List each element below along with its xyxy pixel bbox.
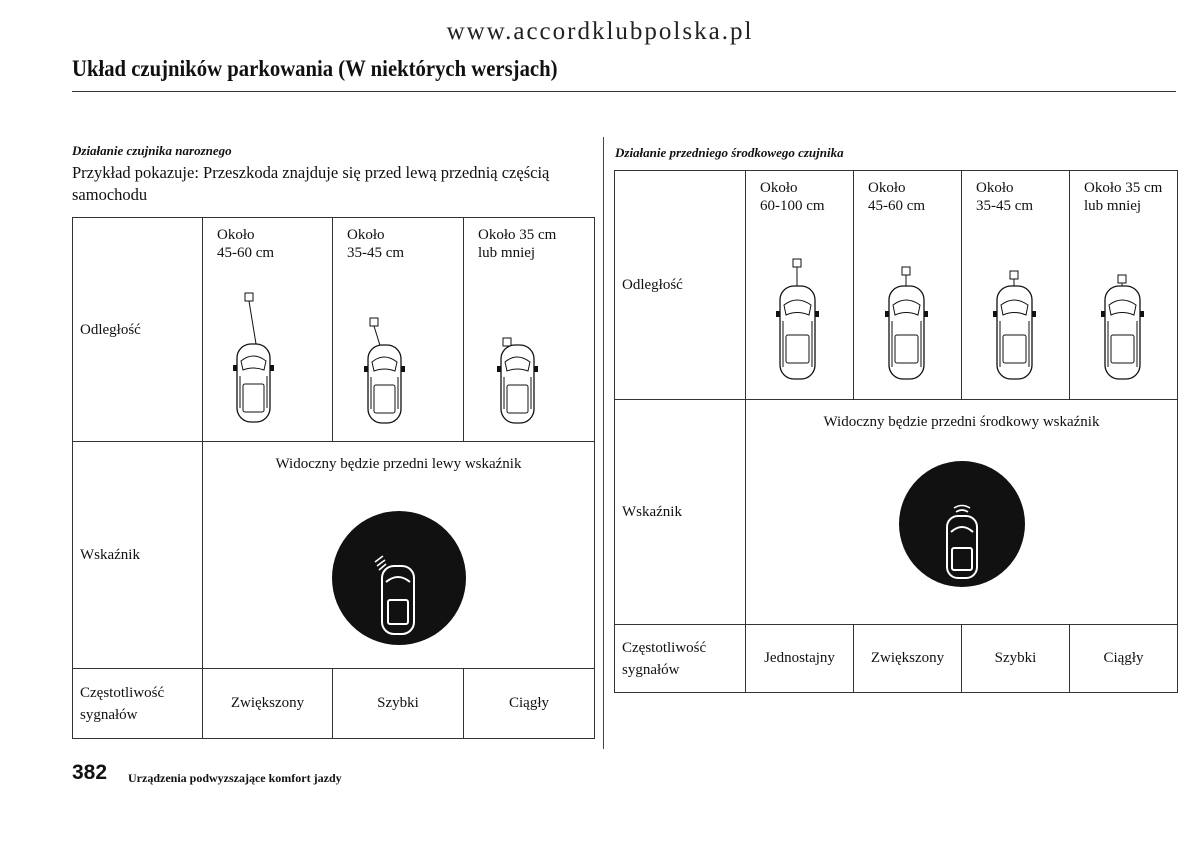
row-label-frequency: Częstotliwość sygnałów: [615, 625, 746, 693]
distance-line2: lub mniej: [1084, 198, 1142, 214]
frequency-cell: Szybki: [333, 669, 464, 739]
indicator-cell: [203, 442, 595, 669]
column-divider: [603, 137, 604, 749]
row-label-distance: Odległość: [615, 171, 746, 400]
title-rule: [72, 91, 1176, 92]
distance-line2: lub mniej: [478, 245, 536, 261]
distance-line2: 35-45 cm: [976, 198, 1034, 214]
center-sensor-heading: Działanie przedniego środkowego czujnika: [615, 145, 844, 160]
front-center-indicator-icon: [898, 460, 1026, 588]
distance-line2: 45-60 cm: [868, 198, 926, 214]
frequency-cell: Szybki: [962, 625, 1070, 693]
corner-sensor-heading: Działanie czujnika naroznego: [72, 143, 232, 158]
distance-cell: [203, 218, 333, 442]
distance-line1: Około 35 cm: [478, 227, 557, 243]
distance-line2: 45-60 cm: [217, 245, 275, 261]
distance-line1: Około: [976, 180, 1014, 196]
frequency-cell: Zwiększony: [203, 669, 333, 739]
distance-cell: [746, 171, 854, 400]
row-label-indicator: Wskaźnik: [615, 400, 746, 625]
footer-section: Urządzenia podwyzszające komfort jazdy: [128, 771, 342, 785]
car-top-view-icon: [203, 218, 333, 442]
distance-line2: 35-45 cm: [347, 245, 405, 261]
center-sensor-table: [614, 170, 1178, 693]
distance-line1: Około 35 cm: [1084, 180, 1163, 196]
row-label-indicator: Wskaźnik: [73, 442, 203, 669]
row-label-frequency: Częstotliwość sygnałów: [73, 669, 203, 739]
corner-sensor-table: [72, 217, 595, 739]
distance-cell: [962, 171, 1070, 400]
frequency-cell: Zwiększony: [854, 625, 962, 693]
car-top-view-icon: [746, 171, 854, 400]
car-top-view-icon: [333, 218, 464, 442]
indicator-description: Widoczny będzie przedni środkowy wskaźnik: [823, 414, 1100, 430]
car-top-view-icon: [464, 218, 595, 442]
distance-cell: [1070, 171, 1178, 400]
distance-line2: 60-100 cm: [760, 198, 825, 214]
row-label-distance: Odległość: [73, 218, 203, 442]
indicator-cell: [746, 400, 1178, 625]
car-top-view-icon: [1070, 171, 1178, 400]
front-left-indicator-icon: [331, 510, 467, 646]
indicator-description: Widoczny będzie przedni lewy wskaźnik: [275, 456, 522, 472]
car-top-view-icon: [854, 171, 962, 400]
distance-line1: Około: [347, 227, 385, 243]
distance-line1: Około: [868, 180, 906, 196]
distance-cell: [333, 218, 464, 442]
corner-sensor-description: Przykład pokazuje: Przeszkoda znajduje się przed lewą przednią częścią samochodu: [72, 163, 550, 204]
frequency-cell: Jednostajny: [746, 625, 854, 693]
frequency-cell: Ciągły: [464, 669, 595, 739]
site-url: www.accordklubpolska.pl: [446, 18, 754, 45]
distance-line1: Około: [760, 180, 798, 196]
car-top-view-icon: [962, 171, 1070, 400]
distance-line1: Około: [217, 227, 255, 243]
frequency-cell: Ciągły: [1070, 625, 1178, 693]
page-number: 382: [72, 761, 108, 784]
page-title: Układ czujników parkowania (W niektórych wersjach): [72, 56, 558, 81]
distance-cell: [464, 218, 595, 442]
distance-cell: [854, 171, 962, 400]
